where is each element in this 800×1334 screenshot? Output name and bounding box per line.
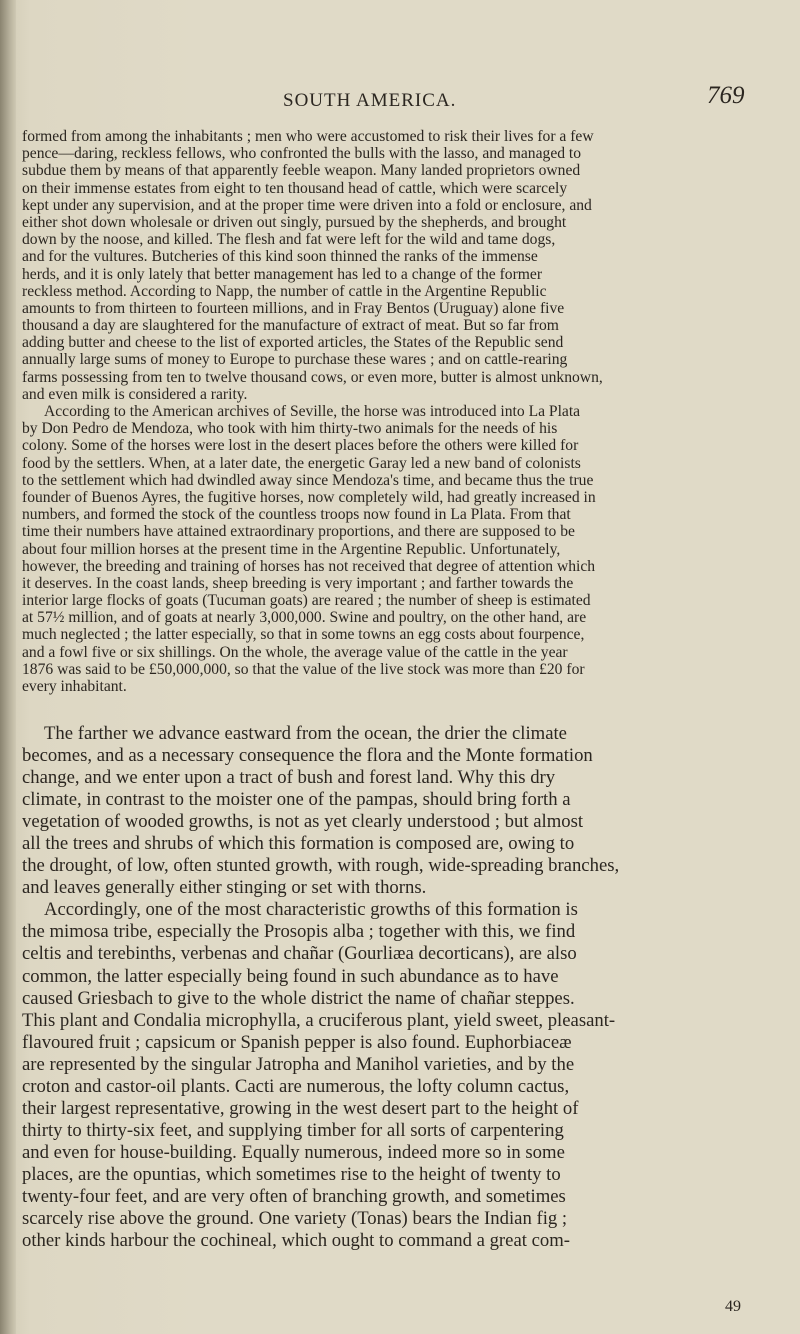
- small-print-line: to the settlement which had dwindled away since Mendoza's time, and became thus the true: [22, 471, 594, 489]
- page-gutter: [0, 0, 16, 1334]
- large-print-line: places, are the opuntias, which sometimes rise to the height of twenty to: [22, 1163, 561, 1185]
- small-print-line: adding butter and cheese to the list of exported articles, the States of the Republic send: [22, 334, 564, 352]
- small-print-line: pence—daring, reckless fellows, who confronted the bulls with the lasso, and managed to: [22, 145, 582, 163]
- small-print-line: and a fowl five or six shillings. On the whole, the average value of the cattle in the year: [22, 643, 568, 661]
- small-print-line: farms possessing from ten to twelve thousand cows, or even more, butter is almost unknown,: [22, 368, 603, 386]
- large-print-line: caused Griesbach to give to the whole district the name of chañar steppes.: [22, 987, 575, 1009]
- large-print-line: scarcely rise above the ground. One variety (Tonas) bears the Indian fig ;: [22, 1208, 568, 1230]
- small-print-line: food by the settlers. When, at a later date, the energetic Garay led a new band of colonists: [22, 454, 581, 472]
- small-print-line: time their numbers have attained extraordinary proportions, and there are supposed to be: [22, 523, 575, 541]
- small-print-text: [22, 128, 782, 695]
- small-print-line: much neglected ; the latter especially, so that in some towns an egg costs about fourpence,: [22, 626, 585, 644]
- small-print-line: 1876 was said to be £50,000,000, so that the value of the live stock was more than £20 for: [22, 660, 585, 678]
- small-print-line: at 57½ million, and of goats at nearly 3,000,000. Swine and poultry, on the other hand, are: [22, 609, 587, 627]
- large-print-line: vegetation of wooded growths, is not as yet clearly understood ; but almost: [22, 811, 584, 833]
- large-print-line: celtis and terebinths, verbenas and chañar (Gourliæa decorticans), are also: [22, 943, 577, 965]
- page-header: [0, 82, 800, 112]
- small-print-line: however, the breeding and training of horses has not received that degree of attention which: [22, 557, 596, 575]
- small-print-line: kept under any supervision, and at the proper time were driven into a fold or enclosure, and: [22, 196, 592, 214]
- large-print-line: and leaves generally either stinging or set with thorns.: [22, 877, 427, 899]
- small-print-line: about four million horses at the present time in the Argentine Republic. Unfortunately,: [22, 540, 561, 558]
- large-print-line: are represented by the singular Jatropha and Manihol varieties, and by the: [22, 1053, 575, 1075]
- small-print-line: and even milk is considered a rarity.: [22, 385, 248, 403]
- large-print-line: This plant and Condalia microphylla, a cruciferous plant, yield sweet, pleasant-: [22, 1009, 616, 1031]
- small-print-line: on their immense estates from eight to ten thousand head of cattle, which were scarcely: [22, 179, 568, 197]
- small-print-line: amounts to from thirteen to fourteen millions, and in Fray Bentos (Uruguay) alone five: [22, 299, 565, 317]
- signature-mark: 49: [725, 1298, 741, 1315]
- small-print-line: and for the vultures. Butcheries of this kind soon thinned the ranks of the immense: [22, 248, 538, 266]
- small-print-line: According to the American archives of Seville, the horse was introduced into La Plata: [44, 403, 581, 420]
- small-print-line: formed from among the inhabitants ; men who were accustomed to risk their lives for a few: [22, 128, 594, 145]
- large-print-line: climate, in contrast to the moister one of the pampas, should bring forth a: [22, 789, 571, 811]
- large-print-line: The farther we advance eastward from the ocean, the drier the climate: [44, 723, 567, 744]
- running-head: SOUTH AMERICA.: [283, 90, 457, 111]
- large-print-line: and even for house-building. Equally numerous, indeed more so in some: [22, 1141, 565, 1163]
- large-print-line: croton and castor-oil plants. Cacti are numerous, the lofty column cactus,: [22, 1075, 570, 1097]
- large-print-line: all the trees and shrubs of which this formation is composed are, owing to: [22, 833, 575, 855]
- small-print-line: either shot down wholesale or driven out singly, pursued by the shepherds, and brought: [22, 213, 567, 231]
- small-print-line: down by the noose, and killed. The flesh and fat were left for the wild and tame dogs,: [22, 231, 556, 249]
- small-print-line: colony. Some of the horses were lost in the desert places before the others were killed for: [22, 437, 579, 455]
- large-print-line: the mimosa tribe, especially the Prosopis alba ; together with this, we find: [22, 921, 576, 943]
- large-print-line: Accordingly, one of the most characteristic growths of this formation is: [44, 899, 578, 921]
- small-print-line: annually large sums of money to Europe to purchase these wares ; and on cattle-rearing: [22, 351, 568, 369]
- small-print-line: by Don Pedro de Mendoza, who took with him thirty-two animals for the needs of his: [22, 420, 558, 438]
- large-print-text: [22, 723, 782, 1252]
- page-number: 769: [707, 82, 745, 109]
- large-print-line: the drought, of low, often stunted growth, with rough, wide-spreading branches,: [22, 855, 620, 877]
- large-print-line: their largest representative, growing in the west desert part to the height of: [22, 1097, 579, 1119]
- small-print-line: numbers, and formed the stock of the countless troops now found in La Plata. From that: [22, 506, 571, 524]
- small-print-line: interior large flocks of goats (Tucuman goats) are reared ; the number of sheep is estimated: [22, 592, 591, 610]
- small-print-line: it deserves. In the coast lands, sheep breeding is very important ; and farther towards the: [22, 574, 574, 592]
- small-print-line: subdue them by means of that apparently feeble weapon. Many landed proprietors owned: [22, 162, 581, 180]
- small-print-line: herds, and it is only lately that better management has led to a change of the former: [22, 265, 543, 283]
- small-print-line: thousand a day are slaughtered for the manufacture of extract of meat. But so far from: [22, 317, 559, 335]
- small-print-line: reckless method. According to Napp, the number of cattle in the Argentine Republic: [22, 282, 547, 300]
- large-print-line: thirty to thirty-six feet, and supplying timber for all sorts of carpentering: [22, 1119, 564, 1141]
- large-print-line: change, and we enter upon a tract of bush and forest land. Why this dry: [22, 767, 556, 789]
- large-print-line: common, the latter especially being found in such abundance as to have: [22, 965, 559, 987]
- large-print-line: becomes, and as a necessary consequence the flora and the Monte formation: [22, 745, 593, 767]
- large-print-line: flavoured fruit ; capsicum or Spanish pepper is also found. Euphorbiaceæ: [22, 1031, 572, 1053]
- small-print-line: founder of Buenos Ayres, the fugitive horses, now completely wild, had greatly increased in: [22, 488, 596, 506]
- large-print-line: other kinds harbour the cochineal, which ought to command a great com-: [22, 1230, 570, 1252]
- large-print-line: twenty-four feet, and are very often of branching growth, and sometimes: [22, 1185, 566, 1207]
- small-print-line: every inhabitant.: [22, 678, 127, 695]
